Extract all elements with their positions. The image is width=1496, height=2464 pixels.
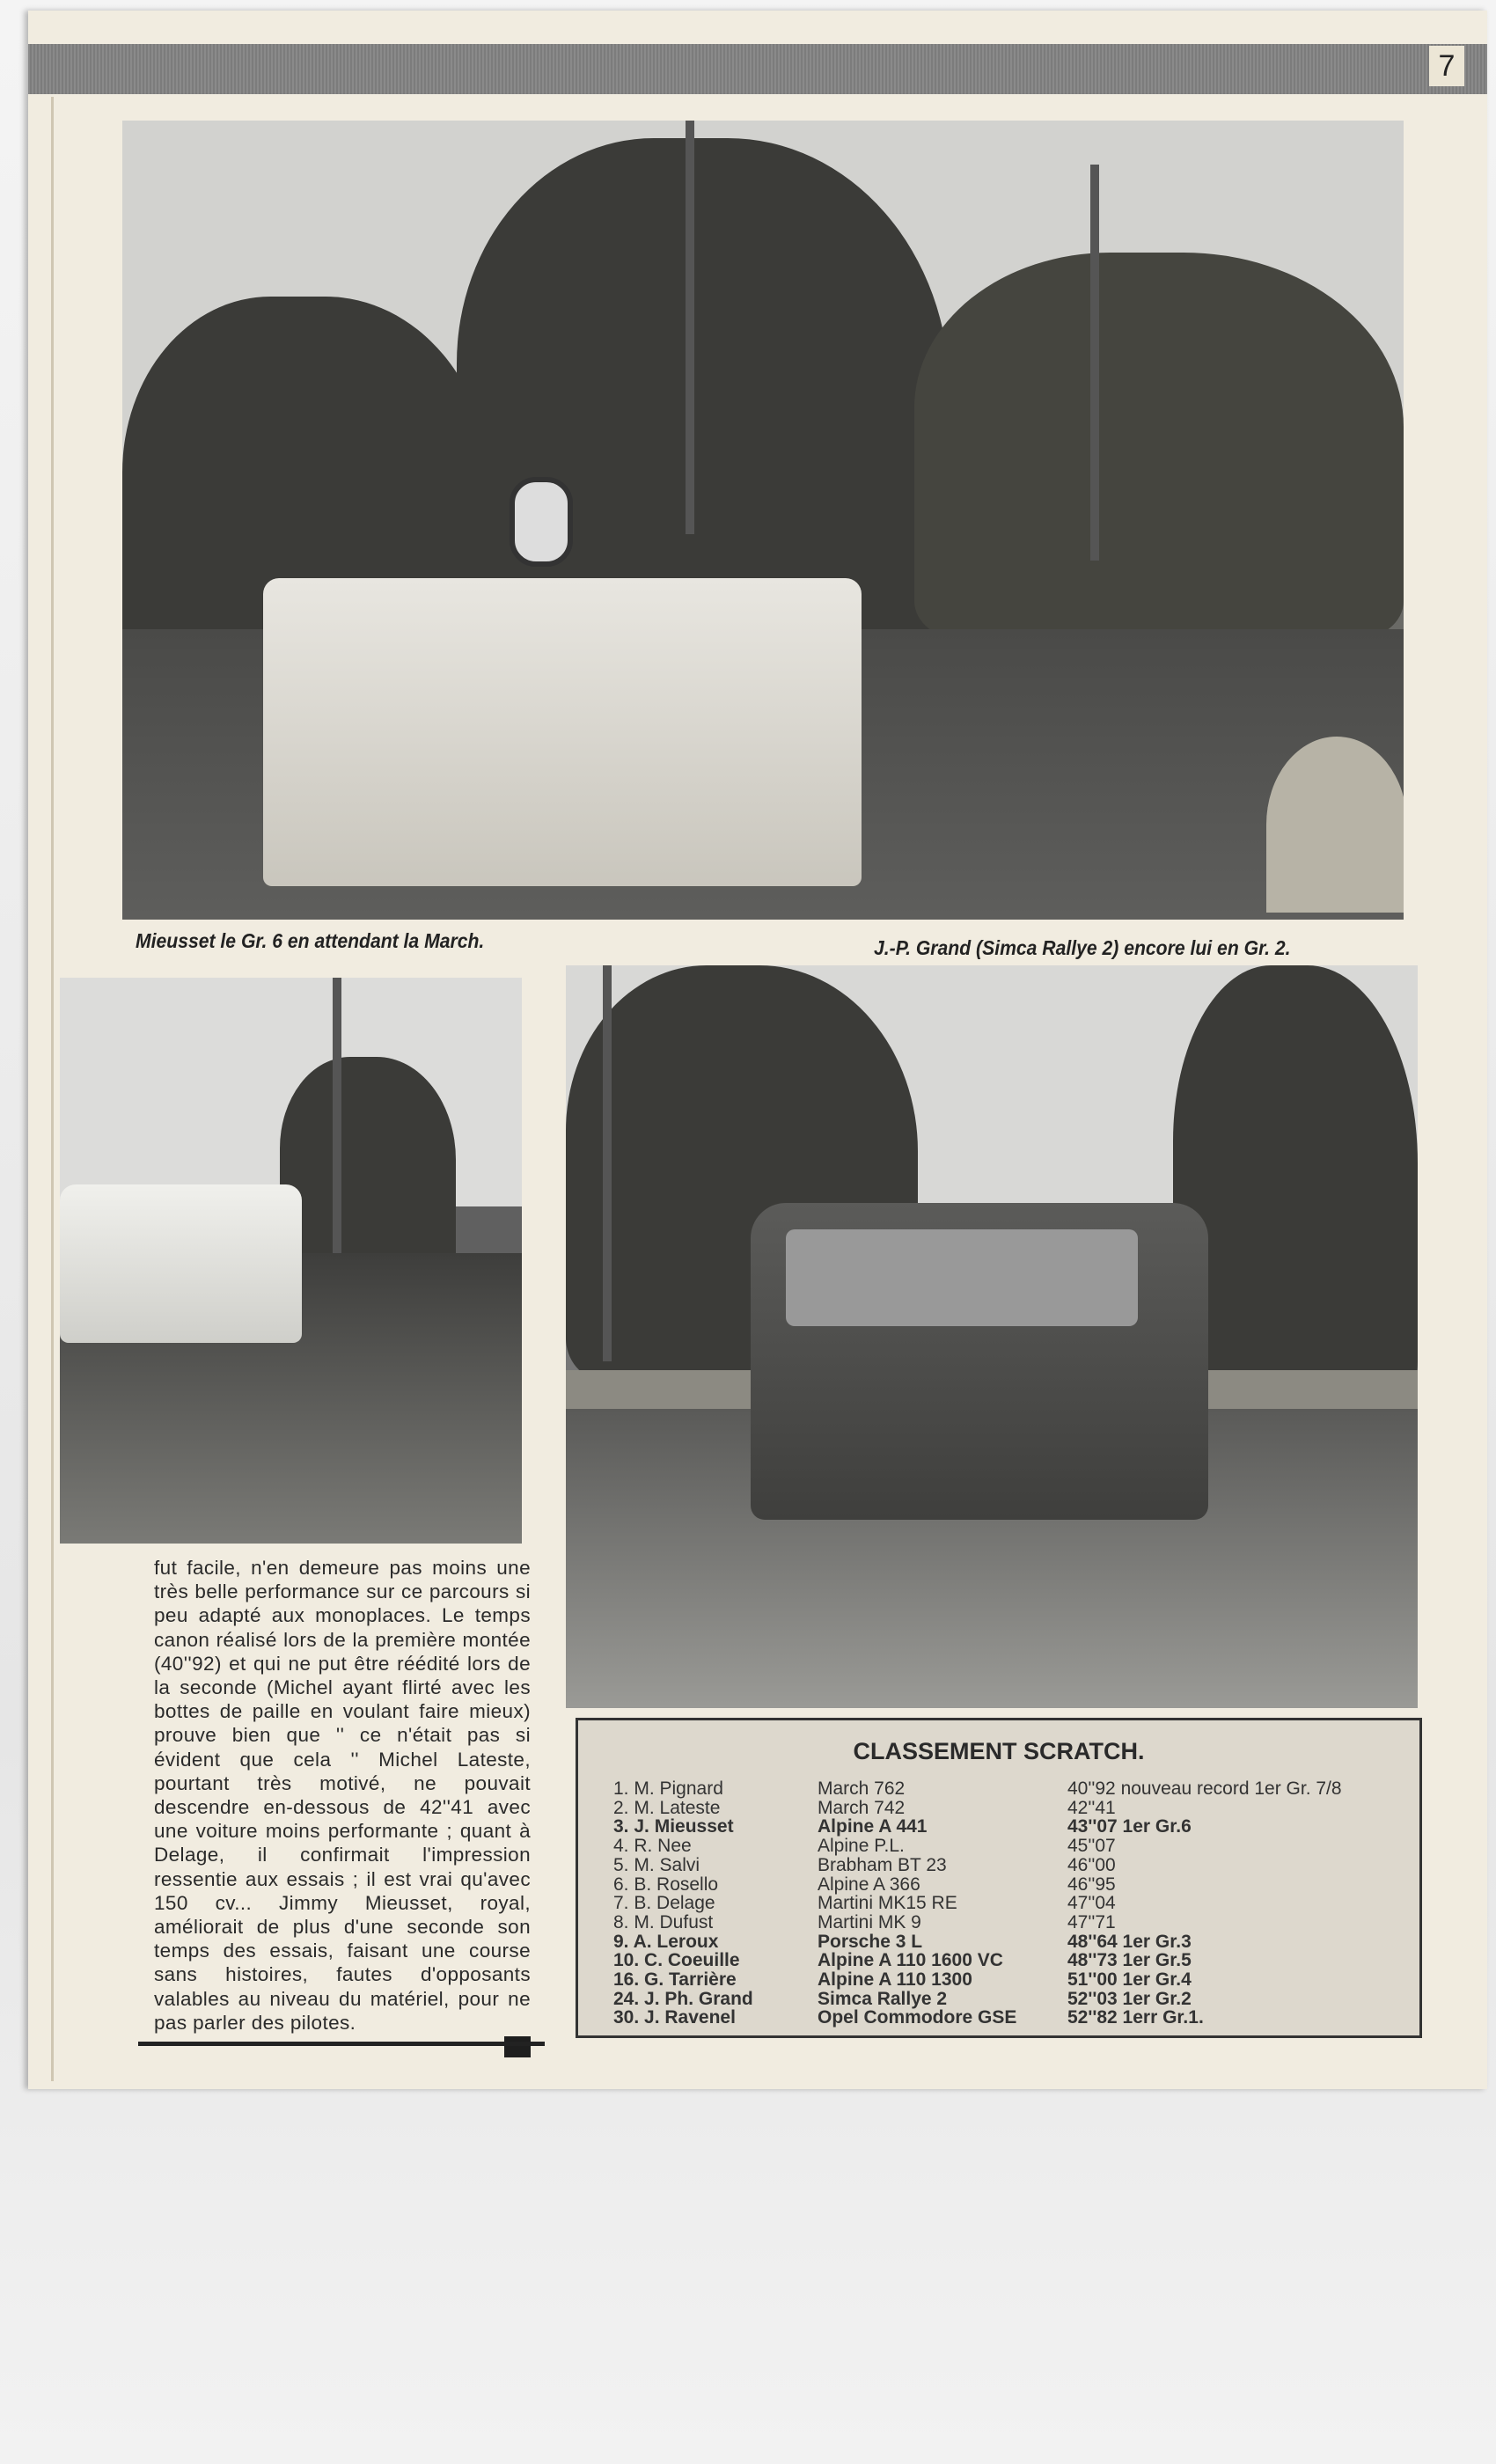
- classement-row: [613, 1932, 1342, 1952]
- time-cell: 40''92 nouveau record 1er Gr. 7/8: [1067, 1778, 1342, 1799]
- car-cell: Opel Commodore GSE: [818, 2007, 1017, 2028]
- photo-porsche: [60, 978, 522, 1544]
- classement-row: [613, 2008, 1342, 2028]
- time-cell: 52''82 1err Gr.1.: [1067, 2007, 1204, 2028]
- page-number: 7: [1429, 46, 1464, 86]
- photo-trees: [1173, 965, 1418, 1405]
- classement-row: [613, 1913, 1342, 1932]
- car-cell: Alpine A 110 1600 VC: [818, 1950, 1003, 1971]
- driver-cell: 7. B. Delage: [613, 1893, 715, 1914]
- driver-cell: 6. B. Rosello: [613, 1874, 719, 1895]
- time-cell: 48''64 1er Gr.3: [1067, 1931, 1192, 1952]
- classement-row: [613, 1856, 1342, 1875]
- car-cell: Alpine P.L.: [818, 1836, 905, 1857]
- driver-cell: 4. R. Nee: [613, 1836, 692, 1857]
- time-cell: 43''07 1er Gr.6: [1067, 1816, 1192, 1837]
- article-body: fut facile, n'en demeure pas moins une très belle performance sur ce parcours si peu adapté aux monoplaces. Le temps canon réalisé lors de la première montée (40''92) et qui ne put être réédité lors de la seconde (Michel ayant flirté avec les bottes de paille en voulant faire mieux) prouve bien que '' ce n'était pas si évident que cela '' Michel Lateste, pourtant très motivé, ne pouvait descendre en-dessous de 42''41 avec une voiture moins performante ; quant à Delage, il confirmait l'impression ressentie aux essais ; il est vrai qu'avec 150 cv... Jimmy Mieusset, royal, améliorait de plus d'une seconde son temps des essais, faisant une course sans histoires, fautes d'opposants valables au niveau du matériel, pour ne pas parler des pilotes.: [154, 1557, 531, 2034]
- caption-top-right: J.-P. Grand (Simca Rallye 2) encore lui en Gr. 2.: [874, 936, 1291, 959]
- car-cell: Alpine A 110 1300: [818, 1969, 972, 1991]
- photo-pole: [603, 965, 612, 1361]
- header-bar: [28, 44, 1487, 94]
- photo-prototype-car: [122, 121, 1404, 920]
- car-cell: Martini MK15 RE: [818, 1893, 957, 1914]
- classement-title: CLASSEMENT SCRATCH.: [853, 1738, 1145, 1764]
- classement-rows: [613, 1779, 1342, 2028]
- race-car: [263, 578, 862, 886]
- time-cell: 48''73 1er Gr.5: [1067, 1950, 1192, 1971]
- time-cell: 46''00: [1067, 1854, 1116, 1875]
- photo-trees: [914, 253, 1404, 640]
- end-of-article-mark: [504, 2036, 531, 2057]
- air-intake: [510, 477, 573, 567]
- driver-cell: 10. C. Coeuille: [613, 1950, 740, 1971]
- driver-cell: 8. M. Dufust: [613, 1911, 714, 1932]
- classement-row: [613, 1970, 1342, 1990]
- car-cell: March 762: [818, 1778, 906, 1799]
- classement-row: [613, 1875, 1342, 1895]
- time-cell: 47''71: [1067, 1911, 1116, 1932]
- classement-row: [613, 1990, 1342, 2009]
- car-cell: Alpine A 441: [818, 1816, 928, 1837]
- photo-pole: [333, 978, 341, 1277]
- column-rule: [138, 2042, 545, 2046]
- driver-cell: 30. J. Ravenel: [613, 2007, 736, 2028]
- time-cell: 42''41: [1067, 1797, 1116, 1818]
- time-cell: 45''07: [1067, 1836, 1116, 1857]
- driver-cell: 24. J. Ph. Grand: [613, 1988, 753, 2009]
- driver-cell: 2. M. Lateste: [613, 1797, 721, 1818]
- photo-pole: [1090, 165, 1099, 561]
- time-cell: 51''00 1er Gr.4: [1067, 1969, 1192, 1991]
- driver-cell: 9. A. Leroux: [613, 1931, 719, 1952]
- car-windscreen: [786, 1229, 1138, 1326]
- car-cell: Alpine A 366: [818, 1874, 920, 1895]
- article-column: [154, 1556, 531, 2057]
- classement-row: [613, 1817, 1342, 1837]
- time-cell: 47''04: [1067, 1893, 1116, 1914]
- photo-pole: [686, 121, 694, 534]
- car-cell: March 742: [818, 1797, 906, 1818]
- hay-bale: [1266, 737, 1404, 913]
- classement-row: [613, 1894, 1342, 1913]
- driver-cell: 3. J. Mieusset: [613, 1816, 734, 1837]
- classement-row: [613, 1837, 1342, 1856]
- classement-table: [576, 1718, 1422, 2038]
- classement-row: [613, 1779, 1342, 1799]
- page-fold: [51, 97, 54, 2081]
- driver-cell: 1. M. Pignard: [613, 1778, 723, 1799]
- classement-row: [613, 1799, 1342, 1818]
- car-cell: Porsche 3 L: [818, 1931, 923, 1952]
- car-cell: Martini MK 9: [818, 1911, 921, 1932]
- driver-cell: 16. G. Tarrière: [613, 1969, 737, 1991]
- classement-row: [613, 1951, 1342, 1970]
- car-cell: Simca Rallye 2: [818, 1988, 948, 2009]
- time-cell: 52''03 1er Gr.2: [1067, 1988, 1192, 2009]
- time-cell: 46''95: [1067, 1874, 1116, 1895]
- car-cell: Brabham BT 23: [818, 1854, 947, 1875]
- caption-top-left: Mieusset le Gr. 6 en attendant la March.: [136, 929, 485, 952]
- porsche-car: [60, 1184, 302, 1343]
- photo-simca: [566, 965, 1418, 1708]
- driver-cell: 5. M. Salvi: [613, 1854, 700, 1875]
- photo-trees: [280, 1057, 456, 1286]
